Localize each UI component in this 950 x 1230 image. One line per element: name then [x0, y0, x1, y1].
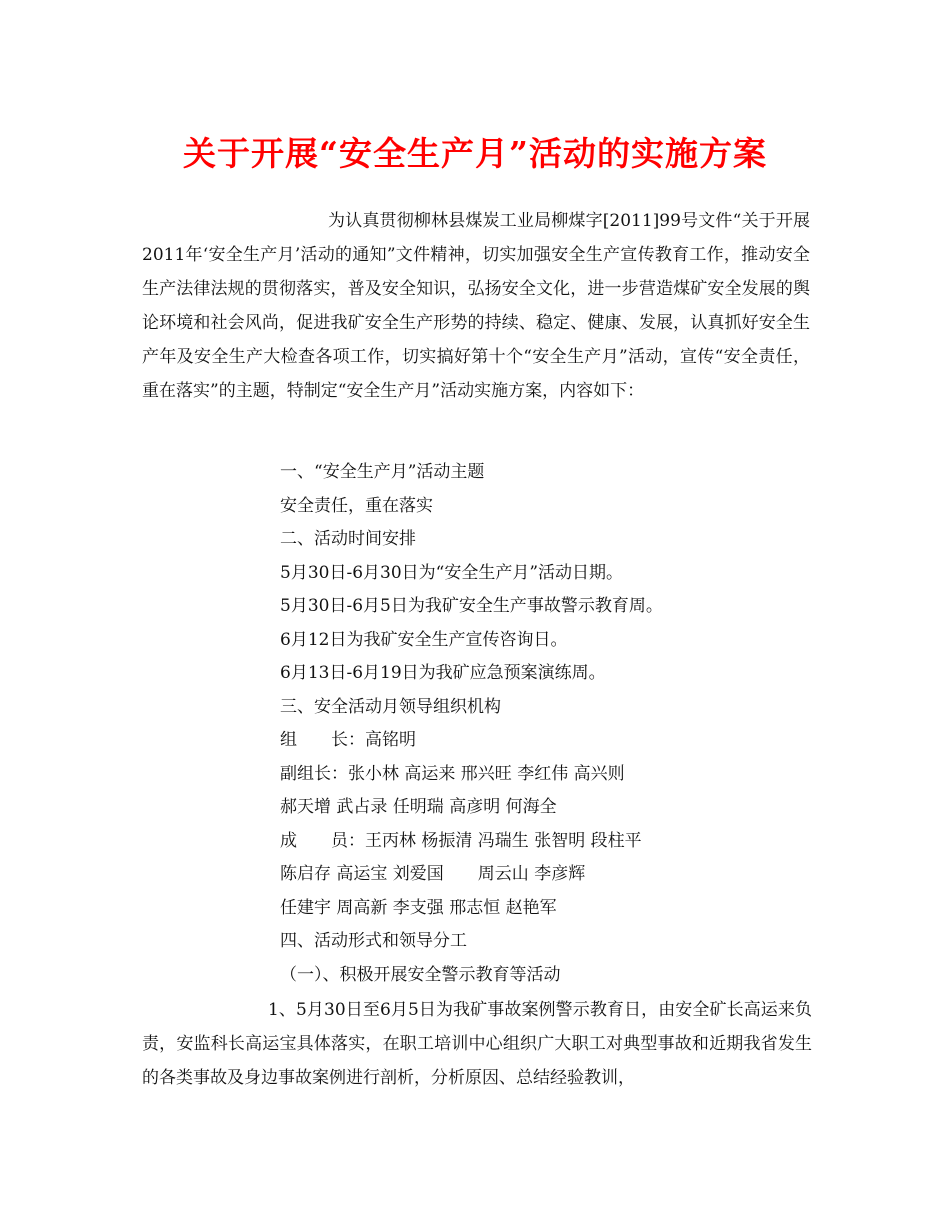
theme-text: 安全责任，重在落实 — [280, 495, 433, 516]
subsection-heading: （一）、积极开展安全警示教育等活动 — [280, 964, 561, 985]
schedule-line: 5月30日-6月5日为我矿安全生产事故警示教育周。 — [280, 596, 663, 616]
org-member-line: 成 员：王丙林 杨振清 冯瑞生 张智明 段柱平 — [280, 830, 642, 851]
org-member-line: 陈启存 高运宝 刘爱国 周云山 李彦辉 — [280, 864, 586, 884]
intro-paragraph: 为认真贯彻柳林县煤炭工业局柳煤字[2011]99号文件“关于开展2011年‘安全生产月’活动的通知”文件精神，切实加强安全生产宣传教育工作，推动安全生产法律法规的贯彻落实，普及安全知识，弘扬安全文化，进一步营造煤矿安全发展的舆论环境和社会风尚，促进我矿安全生产形势的持续、稳定、健康、发展，认真抓好安全生产年及安全生产大检查各项工作，切实搞好第十个“安全生产月”活动，宣传“安全责任，重在落实”的主题，特制定“安全生产月”活动实施方案，内容如下： — [142, 211, 810, 401]
org-member-line: 任建宇 周高新 李支强 邢志恒 赵艳军 — [280, 897, 557, 918]
section-lines — [280, 456, 880, 992]
section-heading-theme: 一、“安全生产月”活动主题 — [280, 462, 485, 482]
org-deputy-line: 郝天增 武占录 任明瑞 高彦明 何海全 — [280, 797, 557, 817]
schedule-line: 5月30日-6月30日为“安全生产月”活动日期。 — [280, 562, 624, 583]
document-title: 关于开展“安全生产月”活动的实施方案 — [183, 134, 767, 173]
schedule-line: 6月13日-6月19日为我矿应急预案演练周。 — [280, 663, 606, 683]
org-deputy-line: 副组长：张小林 高运来 邢兴旺 李红伟 高兴则 — [280, 763, 625, 784]
schedule-line: 6月12日为我矿安全生产宣传咨询日。 — [280, 629, 568, 650]
section-heading-schedule: 二、活动时间安排 — [280, 529, 416, 549]
section-heading-organization: 三、安全活动月领导组织机构 — [280, 696, 501, 717]
section-heading-activities: 四、活动形式和领导分工 — [280, 931, 467, 951]
activity-paragraph: 1、5月30日至6月5日为我矿事故案例警示教育日，由安全矿长高运来负责，安监科长高运宝具体落实，在职工培训中心组织广大职工对典型事故和近期我省发生的各类事故及身边事故案例进行剖析，分析原因、总结经验教训， — [142, 1000, 812, 1088]
org-leader-line: 组 长：高铭明 — [280, 730, 416, 750]
